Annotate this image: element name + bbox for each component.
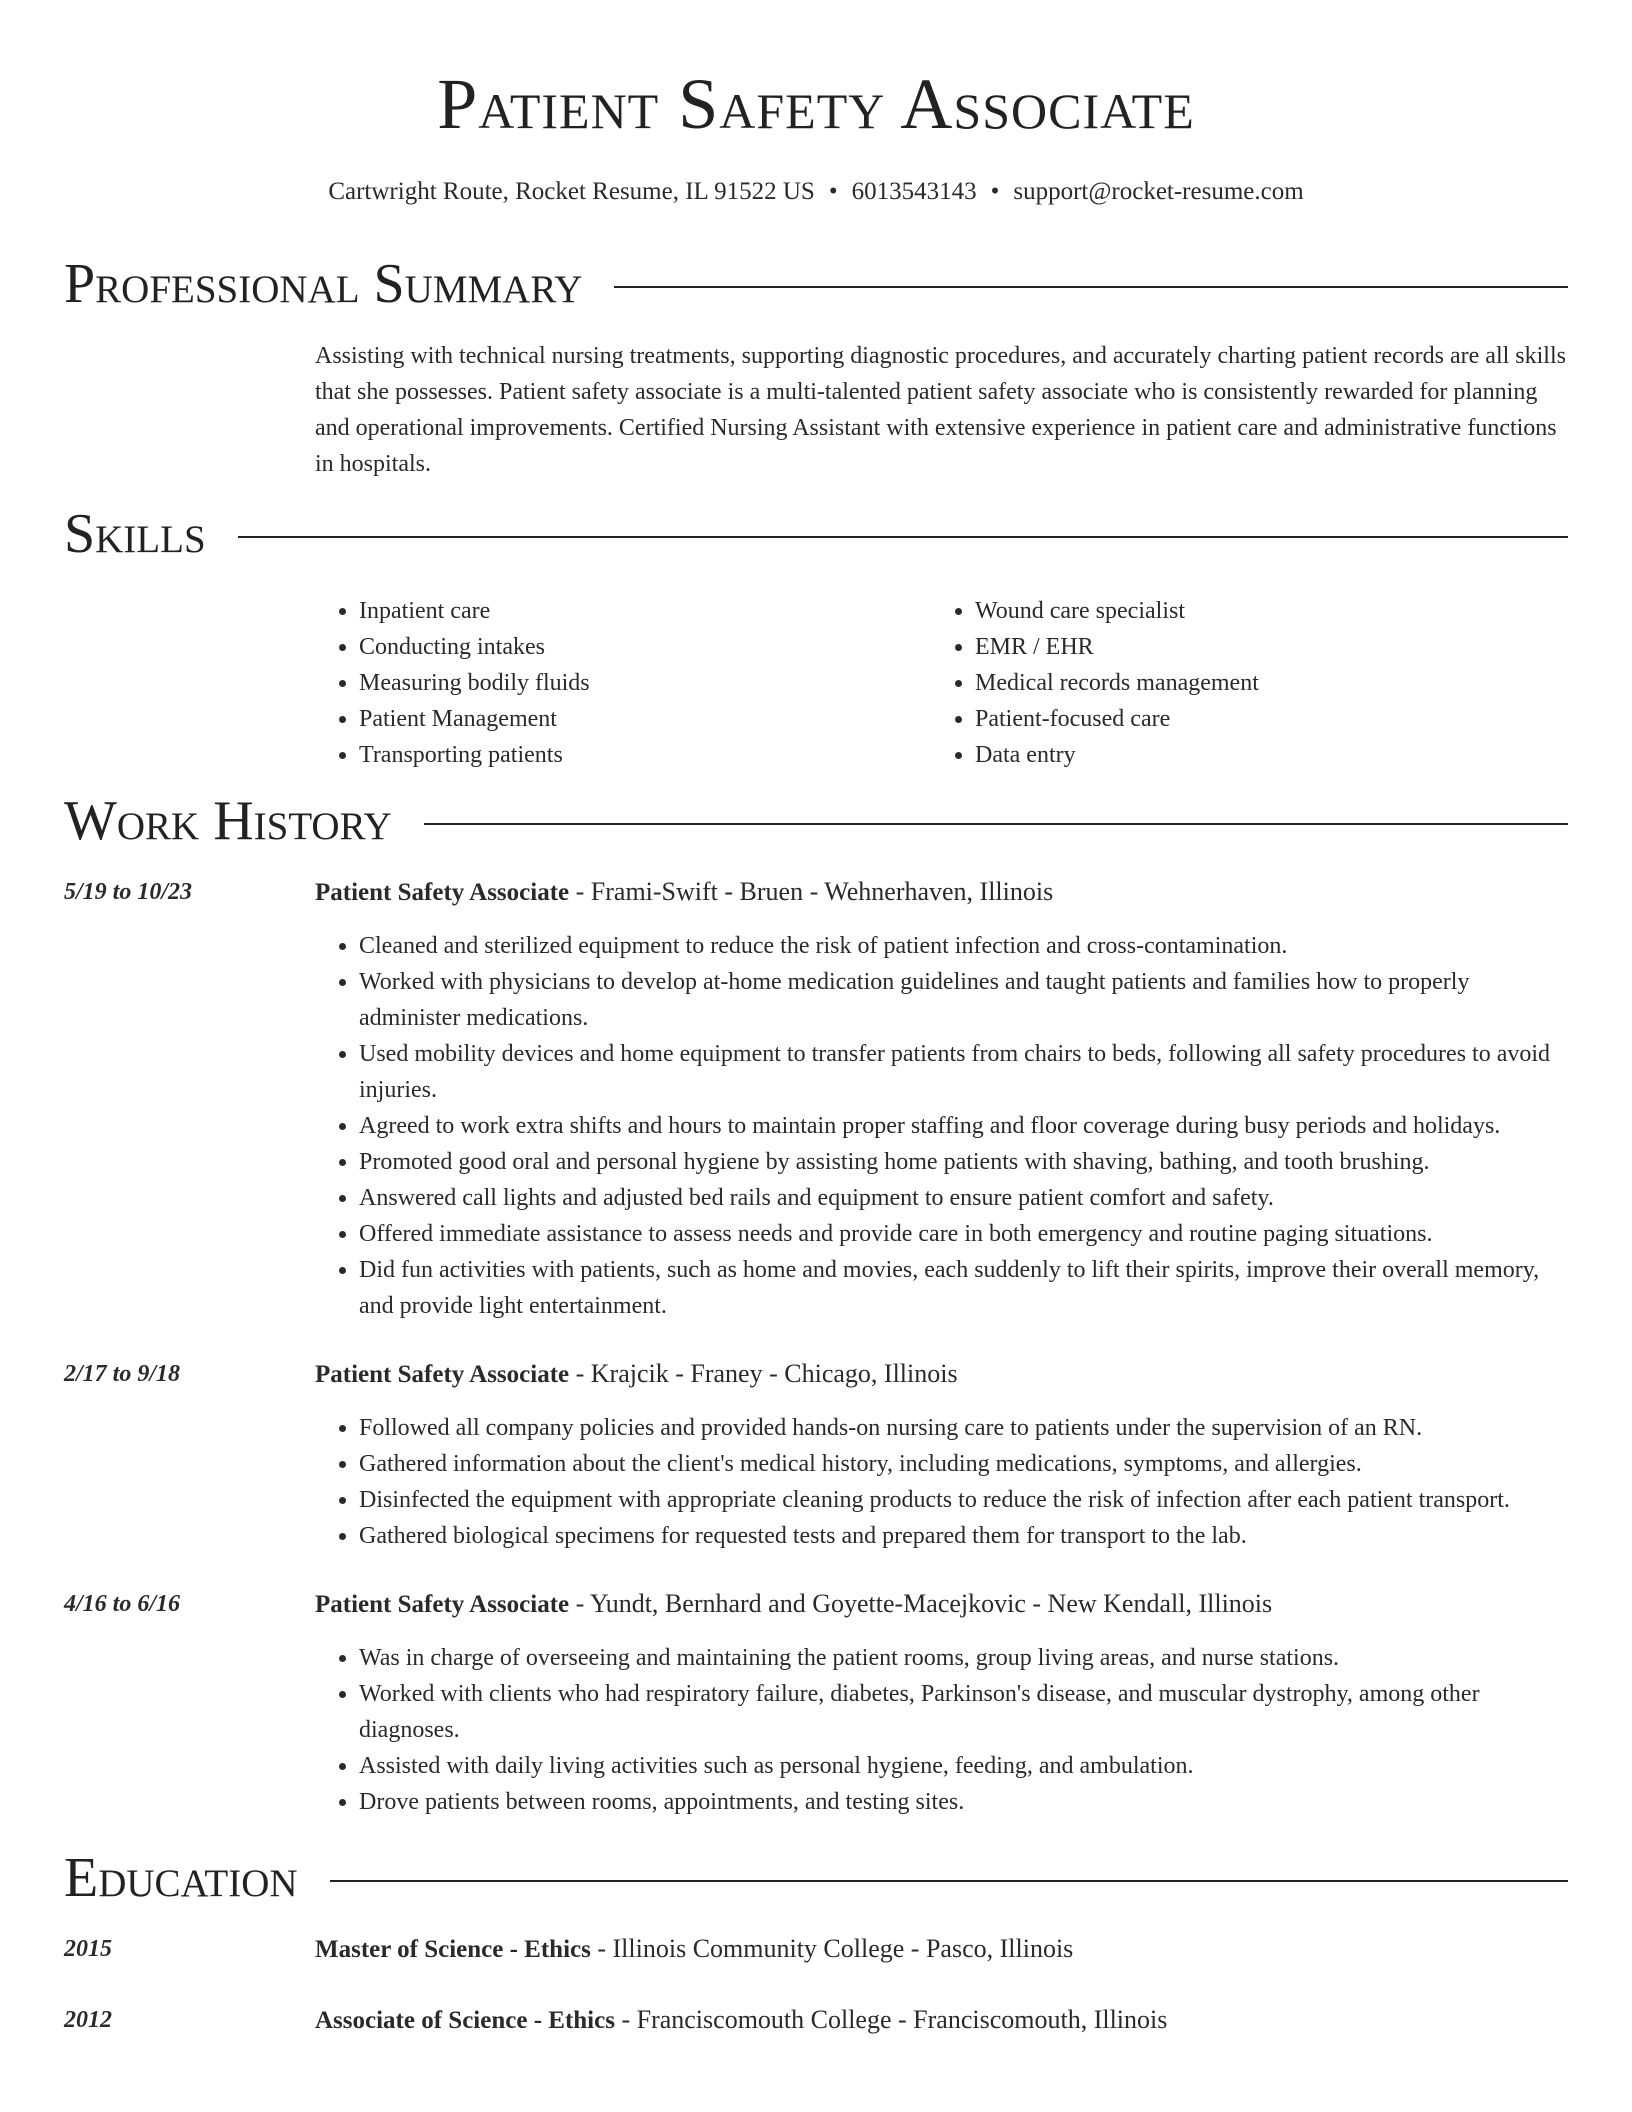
job-title-line [315,874,1568,911]
section-divider [614,286,1568,288]
skill-item: • Wound care specialist [975,593,1535,629]
degree: Master of Science - Ethics [315,1936,591,1963]
job-bullet: • Cleaned and sterilized equipment to reduce the risk of patient infection and cross-contamination. [359,928,1569,964]
job-title: Patient Safety Associate [315,1591,570,1618]
education-line [315,2002,1568,2039]
job-bullet: • Did fun activities with patients, such as home and movies, each suddenly to lift their spirits, improve their overall memory, and provide light entertainment. [359,1252,1569,1324]
skills-list-left [315,593,919,773]
section-divider [330,1880,1568,1882]
school: - Illinois Community College - Pasco, Illinois [590,1934,1074,1963]
education-line [315,1931,1568,1968]
skill-item: • Measuring bodily fluids [359,665,919,701]
skills-heading: Skills [64,503,206,565]
job-bullet: • Promoted good oral and personal hygiene by assisting home patients with shaving, bathing, and tooth brushing. [359,1144,1569,1180]
contact-line [0,176,1632,208]
job-dates: 2/17 to 9/18 [64,1361,181,1387]
separator-dot: • [990,178,1000,205]
skill-item: • Data entry [975,737,1535,773]
job-bullet: • Gathered biological specimens for requested tests and prepared them for transport to the lab. [359,1518,1569,1554]
work-heading: Work History [64,790,392,852]
address: Cartwright Route, Rocket Resume, IL 91522 US [328,178,815,205]
summary-heading: Professional Summary [64,253,583,315]
education-year: 2012 [64,2007,112,2033]
skill-item: • Patient-focused care [975,701,1535,737]
email: support@rocket-resume.com [1013,178,1304,205]
job-bullet: • Worked with clients who had respiratory failure, diabetes, Parkinson's disease, and muscular dystrophy, among other diagnoses. [359,1676,1569,1748]
job-title: Patient Safety Associate [315,1361,570,1388]
separator-dot: • [828,178,838,205]
job-employer: - Frami-Swift - Bruen - Wehnerhaven, Illinois [569,877,1054,906]
job-title-line [315,1356,1568,1393]
education-heading: Education [64,1847,298,1909]
job-employer: - Krajcik - Franey - Chicago, Illinois [569,1359,958,1388]
skill-item: • EMR / EHR [975,629,1535,665]
job-title: Patient Safety Associate [315,879,570,906]
job-bullet: • Was in charge of overseeing and maintaining the patient rooms, group living areas, and nurse stations. [359,1640,1569,1676]
phone: 6013543143 [851,178,977,205]
skill-item: • Patient Management [359,701,919,737]
job-bullets [315,1640,1569,1820]
job-bullet: • Used mobility devices and home equipment to transfer patients from chairs to beds, following all safety procedures to avoid injuries. [359,1036,1569,1108]
skill-item: • Inpatient care [359,593,919,629]
job-bullet: • Agreed to work extra shifts and hours to maintain proper staffing and floor coverage during busy periods and holidays. [359,1108,1569,1144]
job-bullet: • Assisted with daily living activities such as personal hygiene, feeding, and ambulation. [359,1748,1569,1784]
work-section-header [64,789,1568,853]
job-bullet: • Disinfected the equipment with appropriate cleaning products to reduce the risk of infection after each patient transport. [359,1482,1569,1518]
summary-text: Assisting with technical nursing treatments, supporting diagnostic procedures, and accurately charting patient records are all skills that she possesses. Patient safety associate is a multi-talented patient safety associate who is consistently rewarded for planning and operational improvements. Certified Nursing Assistant with extensive experience in patient care and administrative functions in hospitals. [315,343,1566,477]
job-dates: 4/16 to 6/16 [64,1591,181,1617]
job-bullet: • Followed all company policies and provided hands-on nursing care to patients under the supervision of an RN. [359,1410,1569,1446]
skill-item: • Medical records management [975,665,1535,701]
job-bullet: • Drove patients between rooms, appointments, and testing sites. [359,1784,1569,1820]
school: - Franciscomouth College - Franciscomouth, Illinois [614,2005,1168,2034]
skills-list-right [931,593,1535,773]
job-bullet: • Worked with physicians to develop at-home medication guidelines and taught patients and families how to properly administer medications. [359,964,1569,1036]
education-year: 2015 [64,1936,112,1962]
job-bullet: • Answered call lights and adjusted bed rails and equipment to ensure patient comfort and safety. [359,1180,1569,1216]
job-bullets [315,1410,1569,1554]
job-bullets [315,928,1569,1324]
summary-section-header [64,252,1568,316]
education-section-header [64,1846,1568,1910]
job-employer: - Yundt, Bernhard and Goyette-Macejkovic - New Kendall, Illinois [569,1589,1273,1618]
skill-item: • Conducting intakes [359,629,919,665]
section-divider [238,536,1568,538]
skill-item: • Transporting patients [359,737,919,773]
job-title-line [315,1586,1568,1623]
job-bullet: • Gathered information about the client's medical history, including medications, symptoms, and allergies. [359,1446,1569,1482]
section-divider [424,823,1568,825]
skills-section-header [64,502,1568,566]
job-dates: 5/19 to 10/23 [64,879,193,905]
candidate-name: Patient Safety Associate [437,64,1195,144]
degree: Associate of Science - Ethics [315,2007,615,2034]
job-bullet: • Offered immediate assistance to assess needs and provide care in both emergency and routine paging situations. [359,1216,1569,1252]
